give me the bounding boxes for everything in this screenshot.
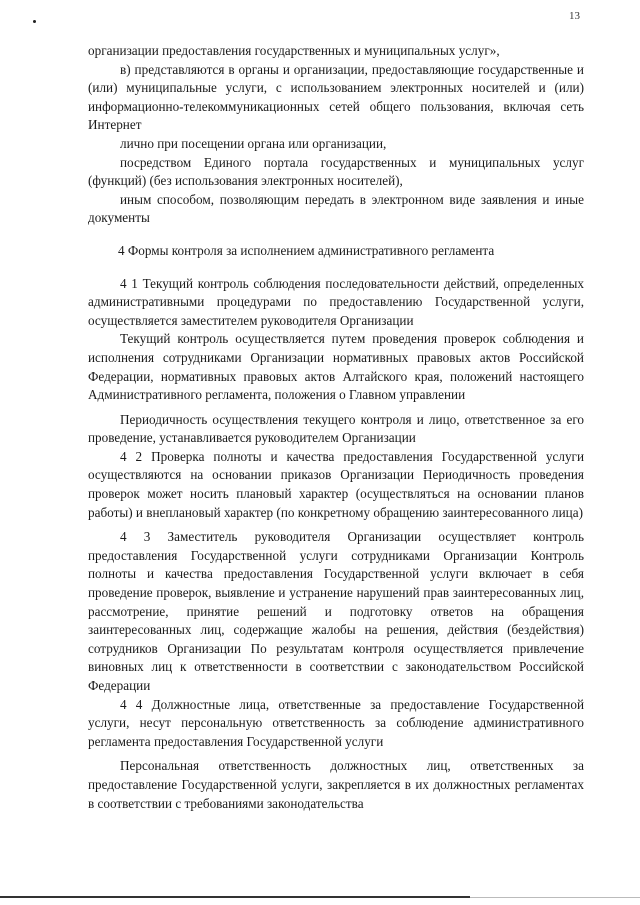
scan-edge-line-faint <box>470 897 640 898</box>
paragraph-personal-responsibility: Персональная ответственность должностных лиц, ответственных за предоставление Государственной услуги, закрепляется в их должностных регламентах в соответствии с требованиями законодательства <box>88 758 584 811</box>
paragraph-in-person: лично при посещении органа или организации, <box>120 135 387 151</box>
paragraph-item-v: в) представляются в органы и организации, предоставляющие государственные и (или) муниципальные услуги, с использованием электронных носителей и (или) информационно-телекоммуникационных сетей общего пользования, включая сеть Интернет <box>88 61 584 133</box>
paragraph-unified-portal: посредством Единого портала государственных и муниципальных услуг (функций) (без использования электронных носителей), <box>88 154 584 189</box>
paragraph-4-1: 4 1 Текущий контроль соблюдения последовательности действий, определенных административными процедурами по предоставлению Государственной услуги, осуществляется заместителем руководителя Организации <box>88 275 584 328</box>
paragraph-4-2: 4 2 Проверка полноты и качества предоставления Государственной услуги осуществляются на основании приказов Организации Периодичность проведения проверок может носить плановый характер (осуществляться на основании планов работы) и внеплановый характер (по конкретному обращению заинтересованного лица) <box>88 448 584 520</box>
paragraph-current-control: Текущий контроль осуществляется путем проведения проверок соблюдения и исполнения сотрудниками Организации нормативных правовых актов Российской Федерации, нормативных правовых актов Алтайского края, положений настоящего Административного регламента, положения о Главном управлении <box>88 331 584 403</box>
paragraph-periodicity: Периодичность осуществления текущего контроля и лицо, ответственное за его проведение, устанавливается руководителем Организации <box>88 411 584 446</box>
section-heading: 4 Формы контроля за исполнением административного регламента <box>118 242 495 258</box>
paragraph-4-4: 4 4 Должностные лица, ответственные за предоставление Государственной услуги, несут персональную ответственность за соблюдение административного регламента предоставления Государственной услуги <box>88 696 584 749</box>
paragraph-other-method: иным способом, позволяющим передать в электронном виде заявления и иные документы <box>88 191 584 226</box>
paragraph-4-3: 4 3 Заместитель руководителя Организации осуществляет контроль предоставления Государственной услуги сотрудниками Организации Контроль полноты и качества предоставления Государственной услуги включает в себя проведение проверок, выявление и устранение нарушений прав заинтересованных лиц, рассмотрение, принятие решений и подготовку ответов на обращения заинтересованных лиц, содержащие жалобы на решения, действия (бездействия) сотрудников Организации По результатам контроля осуществляется привлечение виновных лиц к ответственности в соответствии с законодательством Российской Федерации <box>88 529 584 693</box>
scan-edge-line <box>0 896 470 898</box>
document-body <box>88 42 584 813</box>
scan-speck <box>33 20 36 23</box>
paragraph-continuation: организации предоставления государственных и муниципальных услуг», <box>88 43 500 58</box>
page-number: 13 <box>569 10 580 22</box>
